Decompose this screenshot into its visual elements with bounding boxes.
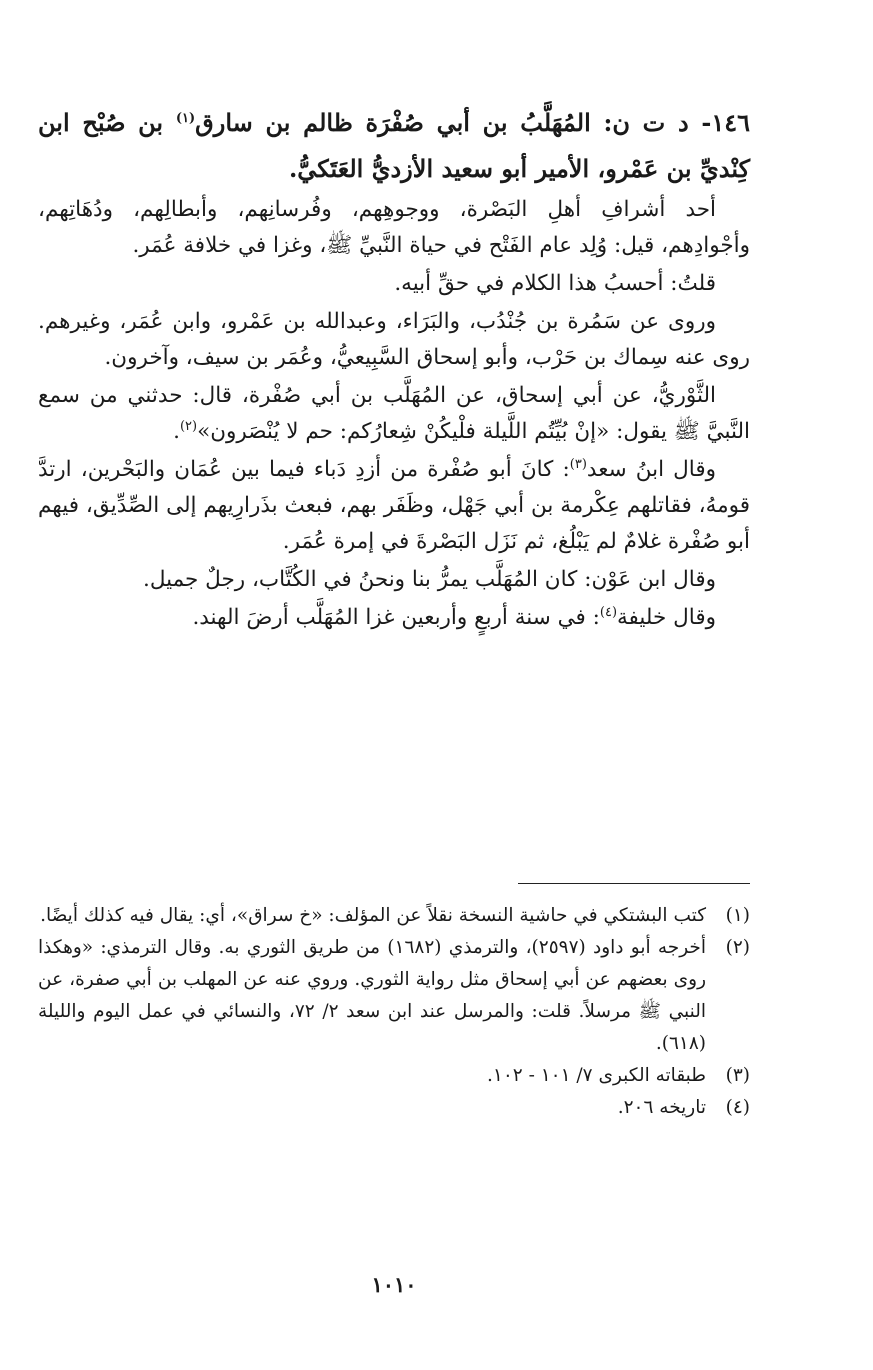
paragraph-ibn-awn: وقال ابن عَوْن: كان المُهَلَّب يمرُّ بنا ونحنُ في الكُتَّاب، رجلٌ جميل. [143,567,716,592]
footnote-1 [38,900,750,932]
paragraph-description: أحد أشرافِ أهلِ البَصْرة، ووجوهِهم، وفُرسانِهم، وأبطالِهم، ودُهَاتِهم، وأجْوادِهم، قيل: وُلِد عام الفَتْح في حياة النَّبيِّ ﷺ، وغزا في خلافة عُمَر. [38,197,750,258]
footnote-ref-2: (٢) [179,418,198,434]
khalifa-text: : في سنة أربعٍ وأربعين غزا المُهَلَّب أرضَ الهند. [192,605,600,630]
entry-number: ١٤٦- [701,108,751,137]
ibn-saad-intro: وقال ابنُ سعد [586,457,716,482]
footnote-ref-3: (٣) [569,456,587,472]
footnote-3 [38,1060,750,1092]
page-number: ١٠١٠ [371,1272,417,1297]
footnote-ref-1: (١) [175,111,196,126]
entry-lineage: بن صُبْح ابن كِنْديِّ بن عَمْرو، الأمير أبو سعيد الأزديُّ العَتَكيُّ. [38,108,750,183]
entry-name: المُهَلَّبُ بن أبي صُفْرَة ظالم بن سارق [195,108,591,137]
footnote-number: (٤) [725,1097,750,1118]
footnote-number: (١) [725,905,750,926]
footnote-text: كتب البشتكي في حاشية النسخة نقلاً عن المؤلف: «خ سراق»، أي: يقال فيه كذلك أيضًا. [40,905,706,926]
thawri-end: . [173,419,180,444]
footnote-number: (٢) [725,937,750,958]
footnote-divider [518,883,750,884]
thawri-text: الثَّوْريُّ، عن أبي إسحاق، عن المُهَلَّب بن أبي صُفْرة، قال: حدثني من سمع النَّبيَّ ﷺ يقول: «إنْ بُيِّتُم اللَّيلة فلْيكُنْ شِعارُكم: حم لا يُنْصَرون» [38,383,750,444]
book-page [38,100,750,1330]
biography-heading [38,100,750,192]
footnote-text: أخرجه أبو داود (٢٥٩٧)، والترمذي (١٦٨٢) من طريق الثوري به. وقال الترمذي: «وهكذا روى بعضهم عن أبي إسحاق مثل رواية الثوري. وروي عنه عن المهلب بن أبي صفرة، عن النبي ﷺ مرسلاً. قلت: والمرسل عند ابن سعد ٢/ ٧٢، والنسائي في عمل اليوم والليلة (٦١٨). [38,937,706,1054]
footnote-number: (٣) [725,1065,750,1086]
entry-sigla: د ت ن: [603,108,689,137]
ibn-saad-text: : كانَ أبو صُفْرة من أزدِ دَباء فيما بين عُمَان والبَحْرين، ارتدَّ قومهُ، فقاتلهم عِكْرمة بن أبي جَهْل، وظَفَر بهم، فبعث بذَرارِيهم إلى الصِّدِّيق، فيهم أبو صُفْرة غلامٌ لم يَبْلُغ، ثم نَزَل البَصْرةَ في إمرة عُمَر. [38,457,750,554]
paragraph-thawri [38,378,750,450]
footnotes [38,900,750,1124]
footnote-2 [38,932,750,1060]
footnote-text: تاريخه ٢٠٦. [617,1097,706,1118]
footnote-text: طبقاته الكبرى ٧/ ١٠١ - ١٠٢. [487,1065,706,1086]
footnote-4 [38,1092,750,1124]
paragraph-narrators: وروى عن سَمُرة بن جُنْدُب، والبَرَاء، وعبدالله بن عَمْرو، وابن عُمَر، وغيرهم. روى عنه سِماك بن حَرْب، وأبو إسحاق السَّبِيعيُّ، وعُمَر بن سيف، وآخرون. [38,309,750,370]
paragraph-ibn-saad [38,452,750,560]
footnote-ref-4: (٤) [599,604,618,620]
paragraph-note: قلتُ: أحسبُ هذا الكلام في حقِّ أبيه. [394,271,716,296]
khalifa-intro: وقال خليفة [617,605,716,630]
paragraph-khalifa [38,600,750,636]
